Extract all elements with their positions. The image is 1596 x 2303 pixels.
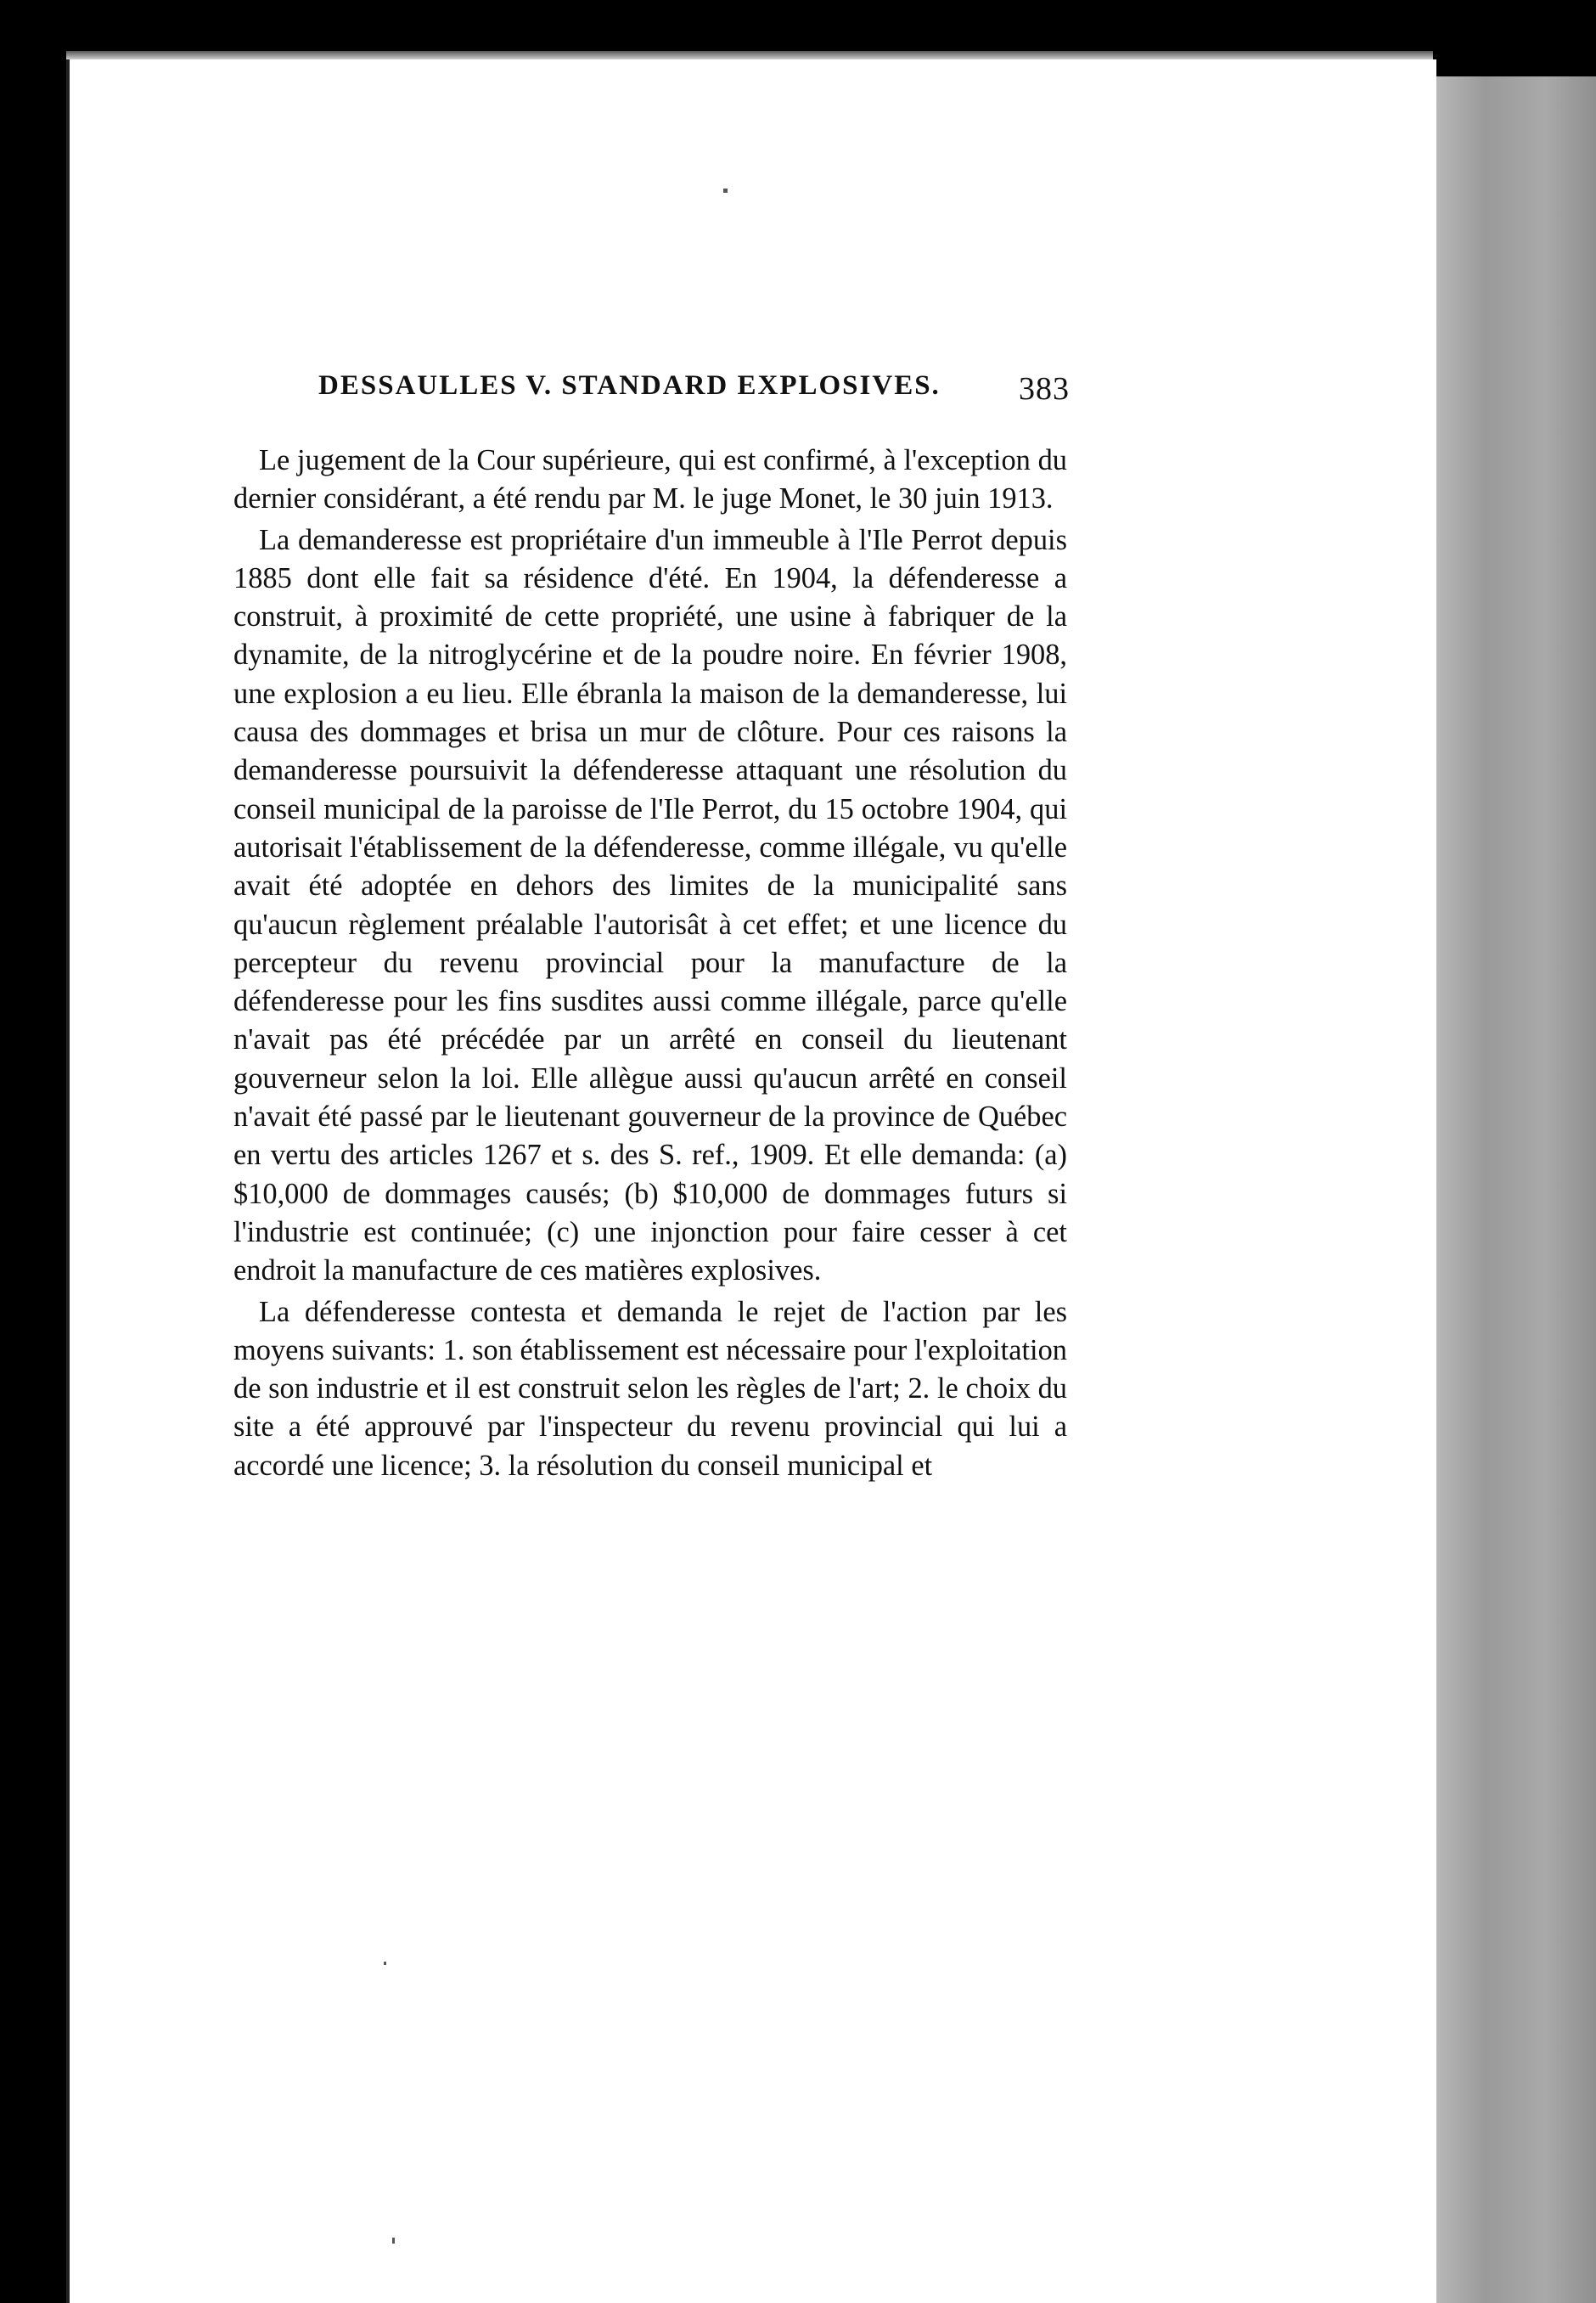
- paper-speck: [384, 1962, 386, 1965]
- paper-speck: [723, 189, 728, 193]
- page-edge-shadow: [1426, 76, 1596, 2303]
- paragraph: La demanderesse est propriétaire d'un immeuble à l'Ile Perrot depuis 1885 dont elle fait sa résidence d'été. En 1904, la défenderesse a construit, à proximité de cette propriété, une usine à fabriquer de la dynamite, de la nitroglycérine et de la poudre noire. En février 1908, une explosion a eu lieu. Elle ébranla la maison de la demanderesse, lui causa des dommages et brisa un mur de clôture. Pour ces raisons la demanderesse poursuivit la défenderesse attaquant une résolution du conseil municipal de la paroisse de l'Ile Perrot, du 15 octobre 1904, qui autorisait l'établissement de la défenderesse, comme illégale, vu qu'elle avait été adoptée en dehors des limites de la municipalité sans qu'aucun règlement préalable l'autorisât à cet effet; et une licence du percepteur du revenu provincial pour la manufacture de la défenderesse pour les fins susdites aussi comme illégale, parce qu'elle n'avait pas été précédée par un arrêté en conseil du lieutenant gouverneur selon la loi. Elle allègue aussi qu'aucun arrêté en conseil n'avait été passé par le lieutenant gouverneur de la province de Québec en vertu des articles 1267 et s. des S. ref., 1909. Et elle demanda: (a) $10,000 de dommages causés; (b) $10,000 de dommages futurs si l'industrie est continuée; (c) une injonction pour faire cesser à cet endroit la manufacture de ces matières explosives.: [233, 523, 1067, 1287]
- page-number: 383: [1019, 371, 1070, 407]
- paper-speck: [392, 2238, 395, 2244]
- running-title: DESSAULLES V. STANDARD EXPLOSIVES.: [318, 370, 941, 401]
- running-head: [170, 370, 1070, 413]
- paragraph: La défenderesse contesta et demanda le rejet de l'action par les moyens suivants: 1. son établissement est nécessaire pour l'exploitation de son industrie et il est construit selon les règles de l'art; 2. le choix du site a été approuvé par l'inspecteur du revenu provincial qui lui a accordé une licence; 3. la résolution du conseil municipal et: [233, 1295, 1067, 1482]
- body-text: [233, 442, 1067, 1485]
- paragraph: Le jugement de la Cour supérieure, qui est confirmé, à l'exception du dernier considérant, a été rendu par M. le juge Monet, le 30 juin 1913.: [233, 444, 1067, 515]
